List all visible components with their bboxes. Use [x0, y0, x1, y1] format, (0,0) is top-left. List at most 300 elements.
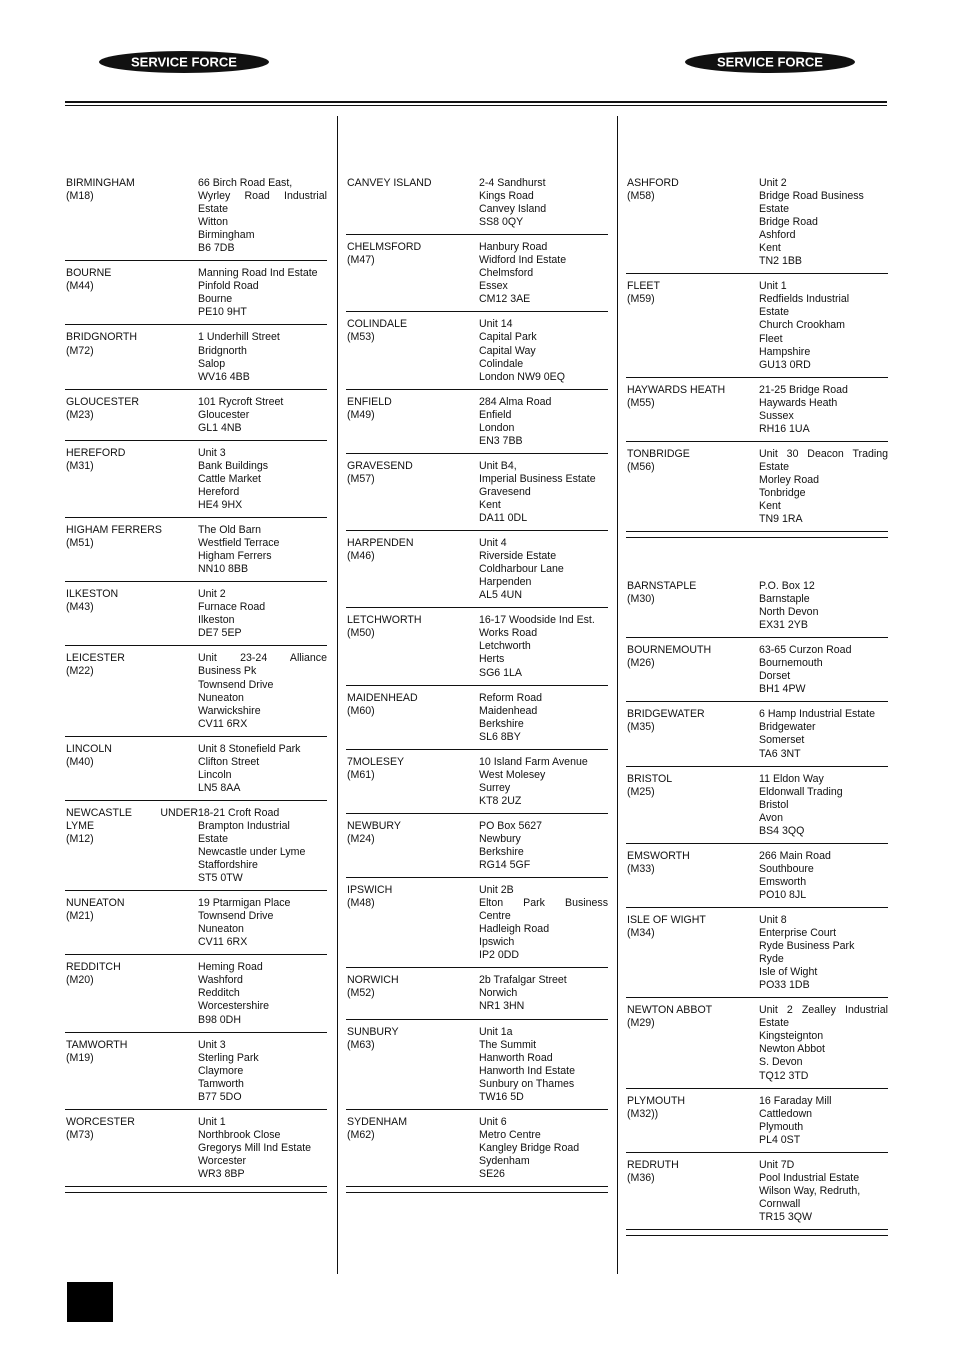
address-line: Unit 2	[759, 177, 787, 189]
address-line: Unit 6	[479, 1115, 507, 1128]
centre-code: (M22)	[66, 665, 94, 678]
address-line: Witton	[198, 216, 229, 229]
address-line: ST5 0TW	[198, 872, 243, 885]
centre-code: (M46)	[347, 550, 375, 563]
address-line: IP2 0DD	[479, 949, 520, 962]
service-centre-entry	[626, 384, 888, 442]
service-centre-entry	[346, 177, 608, 235]
address-line: The Summit	[479, 1038, 537, 1051]
service-force-logo	[684, 50, 856, 74]
centre-address	[198, 743, 327, 795]
centre-location	[65, 447, 198, 512]
centre-location	[65, 524, 198, 576]
header-rule	[65, 101, 887, 103]
service-centre-entry	[626, 448, 888, 532]
address-line: Isle of Wight	[759, 966, 818, 979]
address-line: TA6 3NT	[759, 747, 801, 760]
centre-name: HIGHAM FERRERS	[66, 524, 162, 537]
centre-name: IPSWICH	[347, 884, 393, 897]
address-line: Washford	[198, 974, 243, 987]
centre-name: REDDITCH	[66, 961, 121, 974]
header-rule	[65, 105, 887, 106]
centre-code: (M36)	[627, 1171, 655, 1184]
address-line: RG14 5GF	[479, 859, 531, 872]
centre-location	[346, 884, 479, 962]
address-line: 2b Trafalgar Street	[479, 974, 567, 987]
centre-address	[759, 448, 888, 526]
address-line: Ilkeston	[198, 614, 235, 627]
address-line: Pool Industrial Estate	[759, 1171, 860, 1184]
address-line: Estate	[759, 460, 790, 473]
address-line: PO10 8JL	[759, 888, 807, 901]
address-line: Norwich	[479, 987, 518, 1000]
centre-location	[346, 318, 479, 383]
centre-location	[65, 331, 198, 383]
centre-name: ASHFORD	[627, 177, 679, 189]
address-line: TN9 1RA	[759, 513, 803, 526]
centre-location	[626, 914, 759, 992]
address-line: Dorset	[759, 670, 791, 683]
centre-address	[479, 974, 608, 1013]
centre-address	[759, 1004, 888, 1082]
centre-location	[626, 280, 759, 371]
address-line: Fleet	[759, 332, 783, 345]
address-line: Eldonwall Trading	[759, 785, 843, 798]
address-line: Warwickshire	[198, 704, 261, 717]
address-line: The Old Barn	[198, 524, 262, 537]
address-line: Sydenham	[479, 1154, 530, 1167]
service-centre-entry	[346, 1026, 608, 1110]
address-line: Furnace Road	[198, 601, 266, 614]
address-line: Unit B4,	[479, 459, 517, 472]
centre-code: (M25)	[627, 785, 655, 798]
service-centre-entry	[346, 1116, 608, 1187]
address-line: Nuneaton	[198, 691, 244, 704]
centre-address	[198, 524, 327, 576]
address-line: Hanworth Road	[479, 1051, 553, 1064]
centre-address	[759, 280, 888, 371]
service-centre-entry	[346, 820, 608, 878]
address-line: TW16 5D	[479, 1090, 524, 1103]
centre-code: (M63)	[347, 1038, 375, 1051]
address-line: 1 Underhill Street	[198, 331, 280, 344]
centre-code: (M20)	[66, 974, 94, 987]
centre-location	[626, 1004, 759, 1082]
service-centre-entry	[346, 692, 608, 750]
address-line: Unit 30 Deacon Trading	[759, 447, 888, 460]
centre-address	[759, 1159, 888, 1224]
service-centre-entry	[65, 1116, 327, 1187]
address-line: Southboure	[759, 862, 814, 875]
address-line: AL5 4UN	[479, 589, 522, 602]
address-line: HE4 9HX	[198, 498, 243, 511]
address-line: Wyrley Road Industrial	[198, 190, 327, 203]
service-centre-entry	[626, 1095, 888, 1153]
centre-address	[759, 850, 888, 902]
address-line: Herts	[479, 653, 505, 666]
centre-location	[626, 1159, 759, 1224]
address-line: PO33 1DB	[759, 979, 810, 992]
service-centre-entry	[65, 1039, 327, 1110]
address-line: Redfields Industrial	[759, 293, 850, 306]
centre-code: (M31)	[66, 459, 94, 472]
address-line: Essex	[479, 280, 508, 293]
centre-location	[626, 708, 759, 760]
centre-name: SYDENHAM	[347, 1115, 408, 1128]
centre-code: (M40)	[66, 755, 94, 768]
centre-location	[346, 177, 479, 229]
address-line: Avon	[759, 811, 783, 824]
address-line: Birmingham	[198, 229, 255, 242]
page-marker	[67, 1282, 113, 1322]
column-divider	[337, 116, 338, 1274]
directory-column	[626, 177, 888, 538]
centre-address	[759, 644, 888, 696]
centre-address	[198, 396, 327, 435]
centre-code: (M24)	[347, 832, 375, 845]
address-line: Sussex	[759, 409, 794, 422]
centre-name: HEREFORD	[66, 446, 126, 459]
address-line: Ryde	[759, 953, 784, 966]
column-divider	[617, 116, 618, 1274]
service-centre-entry	[346, 396, 608, 454]
address-line: Metro Centre	[479, 1128, 541, 1141]
centre-location	[65, 588, 198, 640]
centre-address	[759, 177, 888, 268]
address-line: TN2 1BB	[759, 255, 802, 268]
centre-name: FLEET	[627, 280, 660, 293]
centre-location	[346, 974, 479, 1013]
address-line: Bridgnorth	[198, 344, 247, 357]
centre-code: (M60)	[347, 704, 375, 717]
address-line: Pinfold Road	[198, 280, 259, 293]
address-line: London NW9 0EQ	[479, 370, 565, 383]
address-line: Unit 4	[479, 537, 507, 550]
centre-name: LETCHWORTH	[347, 614, 422, 627]
address-line: CV11 6RX	[198, 936, 248, 949]
centre-address	[759, 384, 888, 436]
address-line: 18-21 Croft Road	[198, 806, 280, 819]
centre-location	[626, 850, 759, 902]
address-line: Berkshire	[479, 717, 524, 730]
address-line: 266 Main Road	[759, 849, 831, 862]
centre-address	[198, 1116, 327, 1181]
centre-location	[65, 743, 198, 795]
service-centre-entry	[65, 961, 327, 1032]
address-line: PE10 9HT	[198, 306, 247, 319]
address-line: LN5 8AA	[198, 781, 241, 794]
centre-code: (M51)	[66, 537, 94, 550]
address-line: Townsend Drive	[198, 910, 274, 923]
address-line: 19 Ptarmigan Place	[198, 897, 291, 910]
centre-name: BOURNEMOUTH	[627, 644, 712, 657]
service-centre-entry	[346, 241, 608, 312]
address-line: Unit 2	[198, 588, 226, 601]
address-line: Bank Buildings	[198, 459, 269, 472]
address-line: Letchworth	[479, 640, 531, 653]
address-line: Unit 23-24 Alliance	[198, 652, 327, 665]
address-line: Redditch	[198, 987, 240, 1000]
centre-address	[198, 652, 327, 730]
centre-name: NUNEATON	[66, 897, 125, 910]
centre-address	[479, 537, 608, 602]
centre-name: GLOUCESTER	[66, 395, 139, 408]
centre-name: ISLE OF WIGHT	[627, 913, 706, 926]
address-line: Staffordshire	[198, 859, 258, 872]
address-line: Estate	[198, 832, 229, 845]
service-centre-entry	[626, 1004, 888, 1088]
centre-location	[65, 1039, 198, 1104]
address-line: Bridgewater	[759, 721, 816, 734]
directory-column	[65, 177, 327, 1193]
service-centre-entry	[65, 447, 327, 518]
address-line: EX31 2YB	[759, 619, 808, 632]
address-line: Hanbury Road	[479, 241, 548, 254]
centre-location	[626, 644, 759, 696]
centre-location	[346, 460, 479, 525]
address-line: GL1 4NB	[198, 421, 242, 434]
address-line: Sterling Park	[198, 1051, 259, 1064]
address-line: Bristol	[759, 798, 789, 811]
service-centre-entry	[65, 743, 327, 801]
address-line: Higham Ferrers	[198, 550, 272, 563]
address-line: West Molesey	[479, 768, 546, 781]
address-line: Newton Abbot	[759, 1043, 825, 1056]
centre-name: 7MOLESEY	[347, 755, 405, 768]
centre-address	[759, 773, 888, 838]
centre-name: CHELMSFORD	[347, 241, 422, 254]
address-line: Gravesend	[479, 485, 531, 498]
address-line: SS8 0QY	[479, 216, 524, 229]
address-line: NR1 3HN	[479, 1000, 525, 1013]
address-line: Somerset	[759, 734, 805, 747]
centre-address	[479, 460, 608, 525]
centre-name: SUNBURY	[347, 1025, 399, 1038]
centre-address	[759, 914, 888, 992]
centre-code: (M33)	[627, 862, 655, 875]
centre-name: BARNSTAPLE	[627, 580, 697, 592]
address-line: Kings Road	[479, 190, 534, 203]
centre-address	[479, 1116, 608, 1181]
centre-location	[65, 1116, 198, 1181]
address-line: 16-17 Woodside Ind Est.	[479, 614, 595, 627]
centre-name: BIRMINGHAM	[66, 177, 135, 189]
address-line: GU13 0RD	[759, 358, 811, 371]
address-line: 21-25 Bridge Road	[759, 383, 848, 396]
address-line: Church Crookham	[759, 319, 845, 332]
address-line: SE26	[479, 1168, 505, 1180]
directory-column	[346, 177, 608, 1193]
address-line: Unit 2 Zealley Industrial	[759, 1004, 888, 1017]
centre-location	[626, 1095, 759, 1147]
address-line: Gregorys Mill Ind Estate	[198, 1141, 312, 1154]
address-line: Works Road	[479, 627, 538, 640]
address-line: WV16 4BB	[198, 370, 250, 383]
address-line: Bourne	[198, 293, 233, 306]
address-line: Cornwall	[759, 1197, 801, 1210]
centre-name: HAYWARDS HEATH	[627, 383, 726, 396]
centre-address	[198, 447, 327, 512]
address-line: Westfield Terrace	[198, 537, 280, 550]
address-line: Tonbridge	[759, 486, 806, 499]
centre-address	[759, 1095, 888, 1147]
centre-address	[479, 396, 608, 448]
column-end-rule	[346, 1189, 608, 1193]
address-line: 10 Island Farm Avenue	[479, 755, 588, 768]
address-line: B6 7DB	[198, 242, 235, 255]
address-line: Unit 3	[198, 446, 226, 459]
centre-name: BRISTOL	[627, 772, 673, 785]
address-line: 284 Alma Road	[479, 395, 552, 408]
centre-name: NEWCASTLE UNDER	[66, 806, 198, 819]
service-centre-entry	[65, 652, 327, 736]
service-centre-entry	[626, 1159, 888, 1230]
address-line: Surrey	[479, 781, 511, 794]
centre-code: (M47)	[347, 254, 375, 267]
address-line: Bridge Road	[759, 216, 818, 229]
address-line: Estate	[759, 306, 790, 319]
centre-code: (M35)	[627, 721, 655, 734]
centre-code: (M18)	[66, 190, 94, 203]
centre-name: NEWTON ABBOT	[627, 1004, 713, 1017]
address-line: Newbury	[479, 832, 521, 845]
service-centre-entry	[65, 897, 327, 955]
centre-name: MAIDENHEAD	[347, 691, 418, 704]
centre-location	[346, 756, 479, 808]
address-line: Cattle Market	[198, 472, 261, 485]
address-line: Widford Ind Estate	[479, 254, 567, 267]
address-line: Kent	[479, 498, 501, 511]
centre-name: NORWICH	[347, 974, 399, 987]
service-centre-entry	[65, 807, 327, 891]
address-line: Kent	[759, 242, 781, 255]
service-centre-entry	[626, 280, 888, 377]
address-line: B77 5DO	[198, 1090, 242, 1103]
service-centre-entry	[626, 580, 888, 638]
address-line: 2-4 Sandhurst	[479, 177, 546, 189]
address-line: B98 0DH	[198, 1013, 241, 1026]
address-line: Morley Road	[759, 473, 820, 486]
address-line: 6 Hamp Industrial Estate	[759, 708, 875, 721]
address-line: Hereford	[198, 485, 240, 498]
address-line: 16 Faraday Mill	[759, 1094, 832, 1107]
centre-location	[346, 241, 479, 306]
centre-name: LYME	[66, 819, 95, 832]
service-centre-entry	[346, 974, 608, 1019]
address-line: Colindale	[479, 357, 524, 370]
address-line: Enterprise Court	[759, 927, 837, 940]
address-line: TQ12 3TD	[759, 1069, 809, 1082]
service-centre-entry	[346, 884, 608, 968]
address-line: Nuneaton	[198, 923, 244, 936]
centre-name: GRAVESEND	[347, 459, 413, 472]
address-line: Imperial Business Estate	[479, 472, 596, 485]
address-line: Clifton Street	[198, 755, 260, 768]
service-centre-entry	[65, 331, 327, 389]
address-line: NN10 8BB	[198, 563, 249, 576]
centre-location	[65, 807, 198, 885]
address-line: Tamworth	[198, 1077, 244, 1090]
address-line: Sunbury on Thames	[479, 1077, 575, 1090]
centre-location	[346, 820, 479, 872]
address-line: Brampton Industrial	[198, 819, 290, 832]
centre-code: (M56)	[627, 460, 655, 473]
address-line: DE7 5EP	[198, 627, 242, 640]
address-line: North Devon	[759, 606, 819, 619]
centre-code: (M73)	[66, 1128, 94, 1141]
service-centre-entry	[626, 773, 888, 844]
address-line: Business Pk	[198, 665, 257, 678]
centre-address	[759, 580, 888, 632]
centre-code: (M29)	[627, 1017, 655, 1030]
centre-address	[479, 820, 608, 872]
address-line: Capital Way	[479, 344, 536, 357]
centre-name: COLINDALE	[347, 318, 408, 331]
centre-code: (M50)	[347, 627, 375, 640]
centre-code: (M48)	[347, 897, 375, 910]
address-line: Riverside Estate	[479, 550, 557, 563]
centre-code: (M21)	[66, 910, 94, 923]
centre-location	[626, 384, 759, 436]
address-line: 11 Eldon Way	[759, 772, 824, 785]
address-line: Plymouth	[759, 1120, 804, 1133]
address-line: Unit 2B	[479, 884, 514, 897]
address-line: Coldharbour Lane	[479, 563, 564, 576]
centre-location	[65, 897, 198, 949]
centre-name: TAMWORTH	[66, 1038, 128, 1051]
centre-name: BRIDGNORTH	[66, 331, 138, 344]
centre-code: (M53)	[347, 331, 375, 344]
centre-address	[479, 884, 608, 962]
centre-location	[626, 448, 759, 526]
address-line: Worcester	[198, 1154, 247, 1167]
centre-location	[65, 961, 198, 1026]
centre-address	[198, 331, 327, 383]
centre-code: (M34)	[627, 927, 655, 940]
centre-location	[346, 692, 479, 744]
centre-address	[198, 897, 327, 949]
address-line: Elton Park Business	[479, 897, 608, 910]
address-line: WR3 8BP	[198, 1168, 245, 1180]
service-force-logo	[98, 50, 270, 74]
address-line: Unit 1	[198, 1115, 226, 1128]
centre-location	[626, 580, 759, 632]
address-line: Kangley Bridge Road	[479, 1141, 580, 1154]
centre-location	[65, 267, 198, 319]
address-line: Capital Park	[479, 331, 537, 344]
centre-name: ILKESTON	[66, 588, 119, 601]
address-line: CV11 6RX	[198, 717, 248, 730]
address-line: Kingsteignton	[759, 1030, 824, 1043]
address-line: Harpenden	[479, 576, 532, 589]
address-line: Enfield	[479, 408, 512, 421]
address-line: EN3 7BB	[479, 434, 523, 447]
address-line: Emsworth	[759, 875, 807, 888]
centre-address	[198, 1039, 327, 1104]
centre-address	[759, 708, 888, 760]
centre-address	[479, 1026, 608, 1104]
centre-name: PLYMOUTH	[627, 1094, 686, 1107]
centre-name: EMSWORTH	[627, 849, 690, 862]
centre-code: (M59)	[627, 293, 655, 306]
address-line: Canvey Island	[479, 203, 547, 216]
address-line: Unit 14	[479, 318, 513, 331]
logo-text: SERVICE FORCE	[131, 54, 237, 70]
address-line: Unit 1	[759, 280, 787, 293]
centre-code: (M49)	[347, 408, 375, 421]
service-centre-entry	[346, 460, 608, 531]
centre-code: (M26)	[627, 657, 655, 670]
